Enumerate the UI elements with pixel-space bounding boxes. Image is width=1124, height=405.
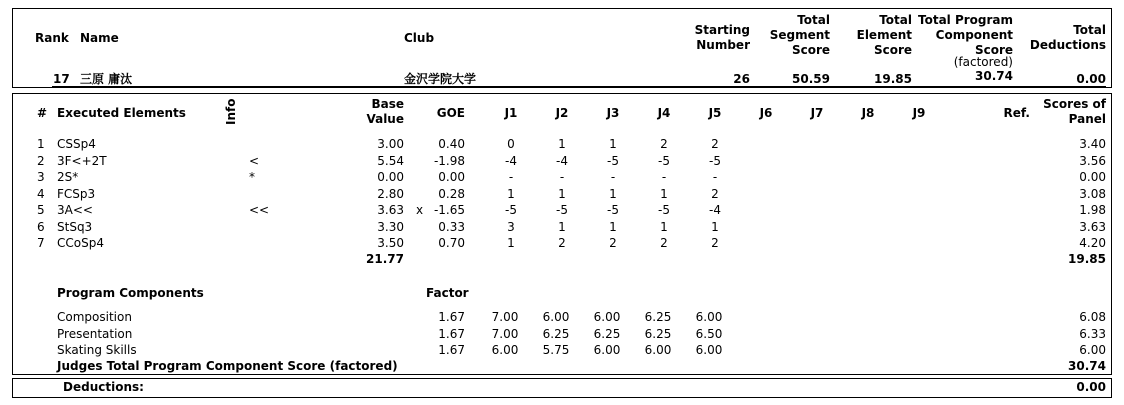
element-panel-score: 0.00: [1079, 170, 1106, 184]
component-judge-score: 6.00: [695, 310, 723, 324]
col-j9-label: J9: [912, 106, 926, 120]
component-judge-score: 7.00: [491, 326, 519, 341]
element-judge-score: 1: [711, 219, 719, 234]
skater-name: 三原 庸汰: [80, 72, 133, 86]
element-base-value: 3.30: [377, 219, 404, 234]
club-label: Club: [404, 31, 435, 45]
component-judge-score: 6.00: [491, 343, 519, 357]
element-base-value: 5.54: [377, 153, 404, 168]
element-goe: 0.00: [438, 170, 465, 184]
element-name: StSq3: [57, 219, 93, 234]
component-panel-score: 6.33: [1079, 326, 1106, 341]
element-base-value: 3.50: [377, 236, 404, 250]
component-name: Presentation: [57, 326, 133, 341]
component-name: Composition: [57, 310, 132, 324]
element-judge-score: -5: [658, 153, 670, 168]
element-name: 3A<<: [57, 203, 93, 217]
element-judge-score: 2: [711, 236, 719, 250]
element-info: *: [249, 170, 255, 184]
element-goe: 0.28: [438, 186, 465, 201]
total-segment-score-label: Total Segment Score: [769, 13, 830, 57]
element-judge-score: -4: [556, 153, 568, 168]
element-base-value: 2.80: [377, 186, 404, 201]
element-panel-score: 3.56: [1079, 153, 1106, 168]
element-judge-score: 2: [660, 236, 668, 250]
element-judge-score: -5: [607, 153, 619, 168]
component-panel-score: 6.08: [1079, 310, 1106, 324]
element-judge-score: 1: [558, 137, 566, 151]
component-judge-score: 6.00: [695, 343, 723, 357]
skater-total-program-component-score: 30.74: [975, 69, 1013, 83]
component-factor: 1.67: [438, 343, 465, 357]
col-goe-label: GOE: [436, 106, 465, 120]
element-judge-score: -4: [709, 203, 721, 217]
program-components-title: Program Components: [57, 286, 204, 300]
element-goe: -1.98: [433, 153, 465, 168]
element-name: FCSp3: [57, 186, 96, 201]
element-judge-score: 2: [609, 236, 617, 250]
col-j3-label: J3: [606, 106, 620, 120]
skater-starting-number: 26: [733, 72, 750, 86]
element-name: CCoSp4: [57, 236, 104, 250]
col-j7-label: J7: [810, 106, 824, 120]
component-judge-score: 6.25: [644, 310, 672, 324]
element-judge-score: -5: [658, 203, 670, 217]
element-judge-score: 1: [660, 219, 668, 234]
col-j8-label: J8: [861, 106, 875, 120]
element-judge-score: -: [508, 170, 514, 184]
component-panel-score: 6.00: [1079, 343, 1106, 357]
component-factor: 1.67: [438, 326, 465, 341]
element-name: CSSp4: [57, 137, 96, 151]
element-judge-score: 2: [711, 186, 719, 201]
factor-label: Factor: [426, 286, 469, 300]
deductions-value: 0.00: [1076, 380, 1106, 394]
skater-total-element-score: 19.85: [874, 72, 912, 86]
col-ref-label: Ref.: [1003, 106, 1030, 120]
element-panel-score: 1.98: [1079, 203, 1106, 217]
element-judge-score: 1: [507, 186, 515, 201]
element-goe: 0.70: [438, 236, 465, 250]
element-number: 6: [37, 219, 45, 234]
element-judge-score: 2: [711, 137, 719, 151]
deductions-box: [12, 378, 1112, 398]
element-judge-score: 1: [660, 186, 668, 201]
element-panel-score: 3.63: [1079, 219, 1106, 234]
element-name: 2S*: [57, 170, 79, 184]
element-goe: -1.65: [433, 203, 465, 217]
element-number: 5: [37, 203, 45, 217]
total-element-score-label: Total Element Score: [856, 13, 912, 57]
total-deductions-label: Total Deductions: [1029, 23, 1106, 52]
element-judge-score: 1: [507, 236, 515, 250]
element-number: 4: [37, 186, 45, 201]
rank-label: Rank: [35, 31, 69, 45]
component-judge-score: 6.25: [593, 326, 621, 341]
element-number: 1: [37, 137, 45, 151]
element-judge-score: 2: [558, 236, 566, 250]
skater-total-deductions: 0.00: [1076, 72, 1106, 86]
skater-club: 金沢学院大学: [404, 72, 477, 86]
element-name: 3F<+2T: [57, 153, 107, 168]
element-info: <: [249, 153, 260, 168]
element-judge-score: 1: [558, 186, 566, 201]
component-judge-score: 5.75: [542, 343, 570, 357]
name-label: Name: [80, 31, 119, 45]
element-number: 2: [37, 153, 45, 168]
col-j4-label: J4: [657, 106, 671, 120]
col-scores-of-panel-label: Scores of Panel: [1043, 97, 1106, 126]
element-base-value: 3.00: [377, 137, 404, 151]
element-judge-score: -5: [607, 203, 619, 217]
component-judge-score: 6.00: [593, 310, 621, 324]
component-judge-score: 6.00: [542, 310, 570, 324]
element-judge-score: -4: [505, 153, 517, 168]
element-judge-score: -: [661, 170, 667, 184]
header-divider: [52, 86, 1106, 87]
component-judge-score: 7.00: [491, 310, 519, 324]
skater-total-segment-score: 50.59: [792, 72, 830, 86]
element-judge-score: -5: [556, 203, 568, 217]
col-base-value-label: Base Value: [366, 97, 404, 126]
col-executed-elements-label: Executed Elements: [57, 106, 186, 120]
element-number: 3: [37, 170, 45, 184]
element-base-value: 0.00: [377, 170, 404, 184]
col-j1-label: J1: [504, 106, 518, 120]
component-judge-score: 6.50: [695, 326, 723, 341]
deductions-label: Deductions:: [63, 380, 144, 394]
col-j2-label: J2: [555, 106, 569, 120]
starting-number-label: Starting Number: [694, 23, 750, 52]
col-number-label: #: [37, 106, 48, 120]
component-judge-score: 6.00: [644, 343, 672, 357]
element-judge-score: -5: [709, 153, 721, 168]
element-judge-score: -: [712, 170, 718, 184]
element-bonus-marker: x: [416, 203, 424, 217]
elements-score-total: 19.85: [1068, 252, 1106, 266]
element-judge-score: 1: [558, 219, 566, 234]
elements-base-value-total: 21.77: [366, 252, 404, 266]
element-judge-score: 0: [507, 137, 515, 151]
col-info-label: Info: [224, 98, 238, 125]
element-panel-score: 3.40: [1079, 137, 1106, 151]
element-judge-score: 1: [609, 219, 617, 234]
element-panel-score: 3.08: [1079, 186, 1106, 201]
skater-rank: 17: [53, 72, 70, 86]
element-judge-score: 3: [507, 219, 515, 234]
element-judge-score: 1: [609, 137, 617, 151]
components-total-score: 30.74: [1068, 359, 1106, 373]
component-judge-score: 6.25: [644, 326, 672, 341]
component-factor: 1.67: [438, 310, 465, 324]
element-goe: 0.33: [438, 219, 465, 234]
element-goe: 0.40: [438, 137, 465, 151]
total-program-component-score-label: Total Program Component Score (factored): [918, 13, 1014, 69]
element-base-value: 3.63: [377, 203, 404, 217]
element-judge-score: -: [610, 170, 616, 184]
col-j6-label: J6: [759, 106, 773, 120]
element-panel-score: 4.20: [1079, 236, 1106, 250]
element-number: 7: [37, 236, 45, 250]
element-judge-score: -5: [505, 203, 517, 217]
components-total-label: Judges Total Program Component Score (factored): [57, 359, 398, 373]
col-j5-label: J5: [708, 106, 722, 120]
element-info: <<: [249, 203, 270, 217]
element-judge-score: 2: [660, 137, 668, 151]
component-name: Skating Skills: [57, 343, 137, 357]
element-judge-score: 1: [609, 186, 617, 201]
component-judge-score: 6.00: [593, 343, 621, 357]
element-judge-score: -: [559, 170, 565, 184]
component-judge-score: 6.25: [542, 326, 570, 341]
